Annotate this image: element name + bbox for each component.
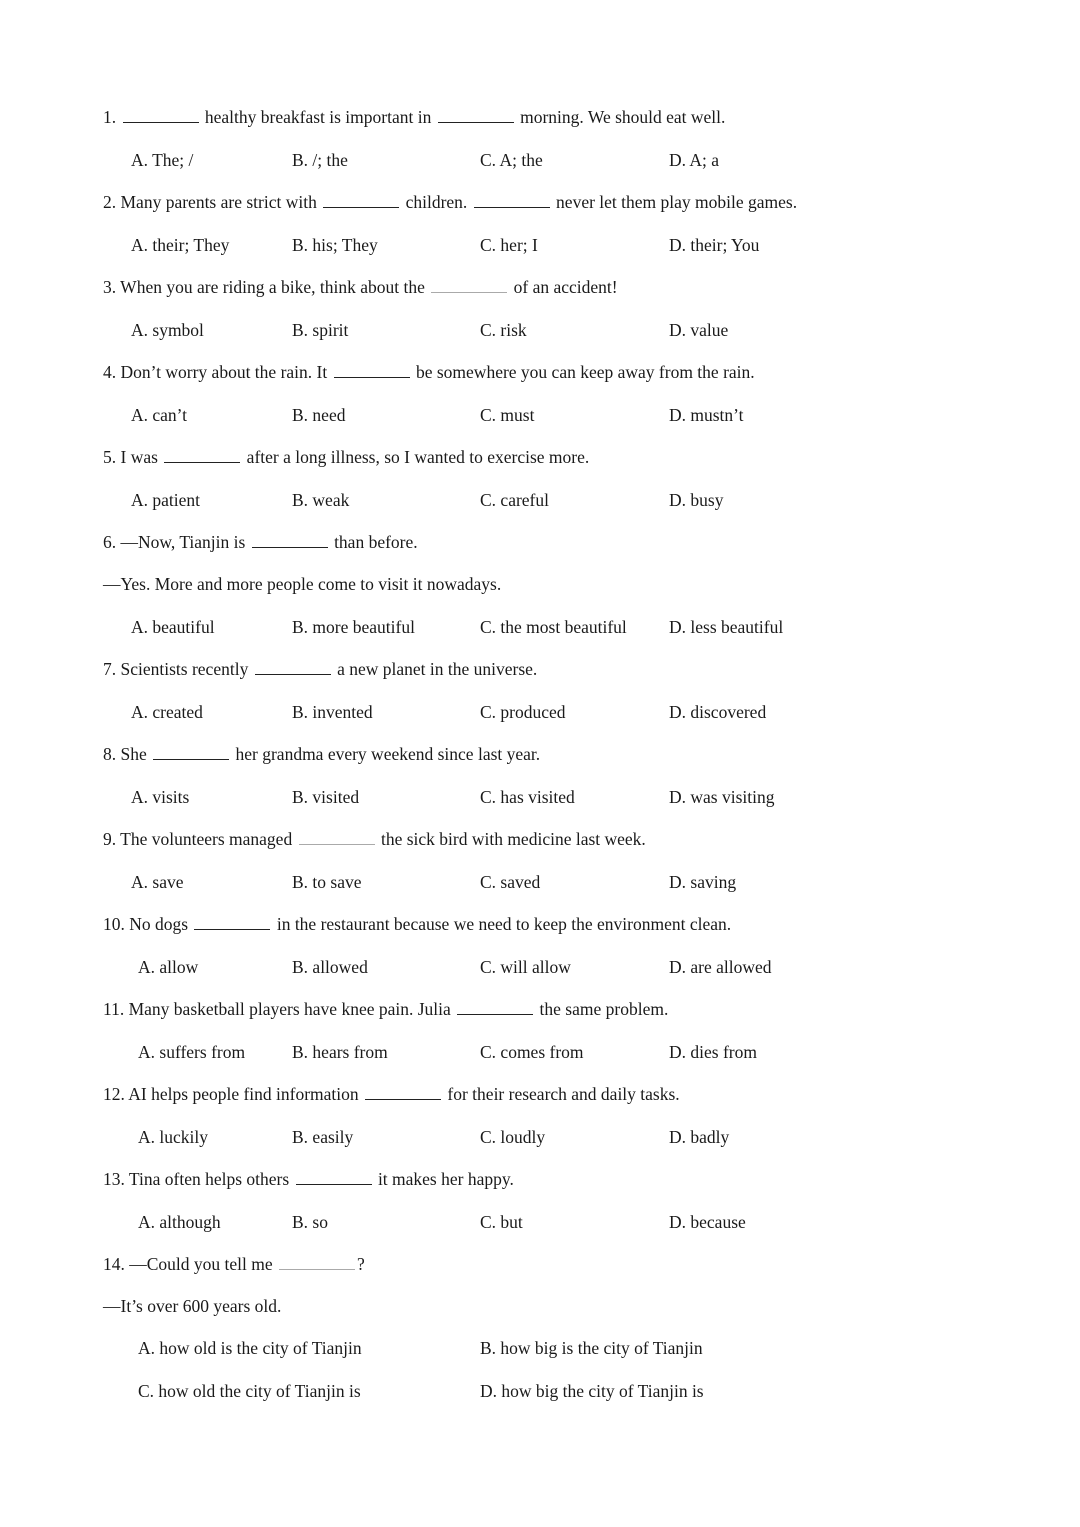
answer-blank — [323, 192, 399, 208]
stem-text: 2. Many parents are strict with — [103, 192, 322, 212]
question-stem — [103, 531, 418, 553]
stem-text: her grandma every weekend since last year. — [231, 744, 541, 764]
stem-text: 13. Tina often helps others — [103, 1169, 294, 1189]
answer-option[interactable]: A. although — [138, 1212, 221, 1232]
answer-option[interactable]: B. weak — [292, 490, 350, 510]
answer-option[interactable]: C. has visited — [480, 787, 575, 807]
answer-blank — [334, 362, 410, 378]
answer-option[interactable]: B. /; the — [292, 150, 348, 170]
question-stem — [103, 658, 537, 680]
answer-option[interactable]: A. how old is the city of Tianjin — [138, 1338, 362, 1358]
stem-text: in the restaurant because we need to keep the environment clean. — [272, 914, 732, 934]
answer-option[interactable]: C. saved — [480, 872, 541, 892]
dialogue-reply: —It’s over 600 years old. — [103, 1296, 282, 1316]
answer-option[interactable]: B. more beautiful — [292, 617, 415, 637]
answer-option[interactable]: A. their; They — [131, 235, 230, 255]
question-stem — [103, 828, 646, 850]
answer-option[interactable]: A. save — [131, 872, 184, 892]
answer-option[interactable]: A. symbol — [131, 320, 204, 340]
answer-option[interactable]: D. A; a — [669, 150, 720, 170]
answer-blank — [431, 277, 507, 293]
question-stem — [103, 1083, 680, 1105]
answer-option[interactable]: C. risk — [480, 320, 527, 340]
answer-option[interactable]: C. how old the city of Tianjin is — [138, 1381, 361, 1401]
answer-option[interactable]: D. their; You — [669, 235, 760, 255]
stem-text: a new planet in the universe. — [332, 659, 538, 679]
answer-option[interactable]: D. saving — [669, 872, 737, 892]
answer-option[interactable]: C. produced — [480, 702, 566, 722]
answer-option[interactable]: C. her; I — [480, 235, 538, 255]
stem-text: 14. —Could you tell me — [103, 1254, 278, 1274]
answer-option[interactable]: B. need — [292, 405, 346, 425]
answer-blank — [365, 1084, 441, 1100]
stem-text: 4. Don’t worry about the rain. It — [103, 362, 332, 382]
stem-text: 1. — [103, 107, 121, 127]
answer-option[interactable]: B. how big is the city of Tianjin — [480, 1338, 703, 1358]
answer-option[interactable]: C. will allow — [480, 957, 571, 977]
question-stem — [103, 1253, 365, 1275]
stem-text: 8. She — [103, 744, 152, 764]
answer-blank — [252, 532, 328, 548]
stem-text: never let them play mobile games. — [551, 192, 798, 212]
answer-option[interactable]: C. careful — [480, 490, 549, 510]
question-stem — [103, 106, 725, 128]
stem-text: after a long illness, so I wanted to exercise more. — [242, 447, 590, 467]
question-stem — [103, 743, 540, 765]
answer-option[interactable]: C. A; the — [480, 150, 543, 170]
question-stem — [103, 1168, 514, 1190]
stem-text: than before. — [329, 532, 418, 552]
answer-blank — [457, 999, 533, 1015]
answer-option[interactable]: A. visits — [131, 787, 190, 807]
question-stem — [103, 276, 618, 298]
answer-blank — [255, 659, 331, 675]
answer-option[interactable]: D. how big the city of Tianjin is — [480, 1381, 704, 1401]
stem-text: 7. Scientists recently — [103, 659, 253, 679]
answer-option[interactable]: D. discovered — [669, 702, 767, 722]
answer-option[interactable]: A. beautiful — [131, 617, 215, 637]
stem-text: of an accident! — [509, 277, 618, 297]
stem-text: the sick bird with medicine last week. — [376, 829, 646, 849]
stem-text: morning. We should eat well. — [515, 107, 726, 127]
answer-blank — [296, 1169, 372, 1185]
answer-option[interactable]: A. luckily — [138, 1127, 208, 1147]
answer-option[interactable]: D. value — [669, 320, 729, 340]
answer-blank — [279, 1254, 355, 1270]
answer-blank — [474, 192, 550, 208]
answer-option[interactable]: B. his; They — [292, 235, 378, 255]
answer-option[interactable]: C. loudly — [480, 1127, 546, 1147]
stem-text: 9. The volunteers managed — [103, 829, 297, 849]
answer-blank — [299, 829, 375, 845]
stem-text: the same problem. — [535, 999, 669, 1019]
answer-option[interactable]: B. hears from — [292, 1042, 388, 1062]
question-stem — [103, 913, 731, 935]
stem-text: children. — [401, 192, 472, 212]
answer-option[interactable]: A. suffers from — [138, 1042, 246, 1062]
answer-option[interactable]: B. spirit — [292, 320, 349, 340]
answer-option[interactable]: D. because — [669, 1212, 746, 1232]
answer-option[interactable]: B. visited — [292, 787, 360, 807]
answer-option[interactable]: B. so — [292, 1212, 328, 1232]
question-stem — [103, 446, 589, 468]
answer-option[interactable]: D. mustn’t — [669, 405, 744, 425]
answer-option[interactable]: D. busy — [669, 490, 724, 510]
stem-text: 12. AI helps people find information — [103, 1084, 364, 1104]
dialogue-reply: —Yes. More and more people come to visit it nowadays. — [103, 574, 502, 594]
answer-option[interactable]: D. badly — [669, 1127, 730, 1147]
answer-option[interactable]: C. must — [480, 405, 535, 425]
answer-option[interactable]: C. but — [480, 1212, 523, 1232]
stem-text: 6. —Now, Tianjin is — [103, 532, 250, 552]
answer-option[interactable]: D. less beautiful — [669, 617, 784, 637]
answer-option[interactable]: B. to save — [292, 872, 362, 892]
answer-blank — [153, 744, 229, 760]
stem-text: it makes her happy. — [373, 1169, 514, 1189]
answer-blank — [164, 447, 240, 463]
answer-option[interactable]: B. easily — [292, 1127, 354, 1147]
stem-text: be somewhere you can keep away from the rain. — [411, 362, 755, 382]
answer-blank — [438, 107, 514, 123]
answer-option[interactable]: D. are allowed — [669, 957, 772, 977]
answer-option[interactable]: D. dies from — [669, 1042, 757, 1062]
answer-blank — [123, 107, 199, 123]
answer-option[interactable]: C. the most beautiful — [480, 617, 627, 637]
question-stem — [103, 191, 797, 213]
answer-option[interactable]: B. invented — [292, 702, 373, 722]
answer-option[interactable]: A. can’t — [131, 405, 188, 425]
question-stem — [103, 998, 668, 1020]
answer-option[interactable]: C. comes from — [480, 1042, 584, 1062]
stem-text: 10. No dogs — [103, 914, 193, 934]
stem-text: ? — [357, 1254, 365, 1274]
answer-option[interactable]: A. created — [131, 702, 203, 722]
stem-text: 3. When you are riding a bike, think about the — [103, 277, 430, 297]
answer-option[interactable]: A. allow — [138, 957, 199, 977]
question-stem — [103, 361, 755, 383]
answer-option[interactable]: A. patient — [131, 490, 201, 510]
stem-text: 11. Many basketball players have knee pain. Julia — [103, 999, 456, 1019]
stem-text: healthy breakfast is important in — [200, 107, 436, 127]
answer-option[interactable]: A. The; / — [131, 150, 194, 170]
stem-text: 5. I was — [103, 447, 163, 467]
answer-option[interactable]: D. was visiting — [669, 787, 775, 807]
stem-text: for their research and daily tasks. — [443, 1084, 680, 1104]
answer-option[interactable]: B. allowed — [292, 957, 368, 977]
answer-blank — [194, 914, 270, 930]
